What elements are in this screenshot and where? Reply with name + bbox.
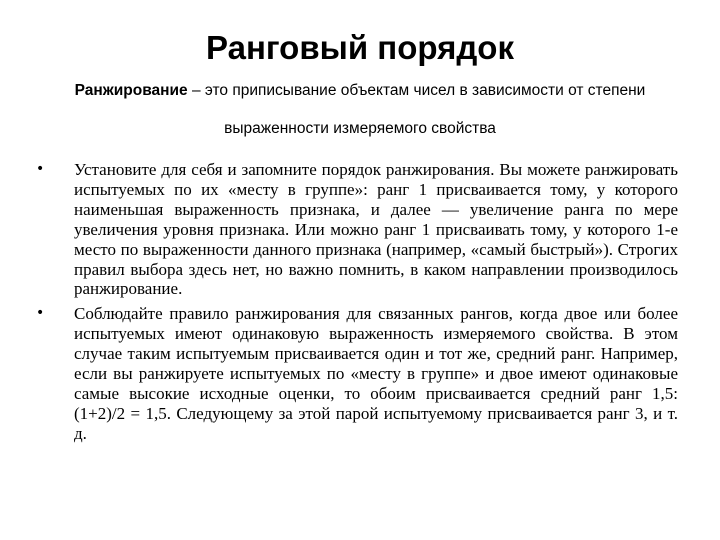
bullet-text-1: Установите для себя и запомните порядок ранжирования. Вы можете ранжировать испытуемых по их «месту в группе»: ранг 1 присваивается тому, у которого наименьшая выраженность признака, и далее — увеличение ранга по мере увеличения уровня признака. Или можно ранг 1 присваивать тому, у которого 1-е место по выраженности данного признака (например, «самый быстрый»). Строгих правил выбора здесь нет, но важно помнить, в каком направлении производилось ранжирование. [74, 160, 678, 299]
bullet-icon: • [36, 161, 45, 177]
definition-paragraph [40, 72, 680, 148]
slide-title: Ранговый порядок [206, 29, 514, 66]
definition-term: Ранжирование [74, 82, 188, 99]
bullet-text-2: Соблюдайте правило ранжирования для связанных рангов, когда двое или более испытуемых имеют одинаковую выраженность измеряемого свойства. В этом случае таким испытуемым присваивается один и тот же, средний ранг. Например, если вы ранжируете испытуемых по «месту в группе» и двое имеют одинаковые самые высокие исходные оценки, то обоим присваивается средний ранг 1,5: (1+2)/2 = 1,5. Следующему за этой парой испытуемому присваивается ранг 3, и т. д. [74, 304, 678, 443]
bullet-item-1 [30, 160, 678, 299]
bullet-item-2 [30, 304, 678, 443]
bullet-list [30, 160, 678, 449]
definition-text: – это приписывание объектам чисел в зависимости от степени выраженности измеряемого свойства [187, 82, 646, 137]
bullet-icon: • [36, 305, 45, 322]
